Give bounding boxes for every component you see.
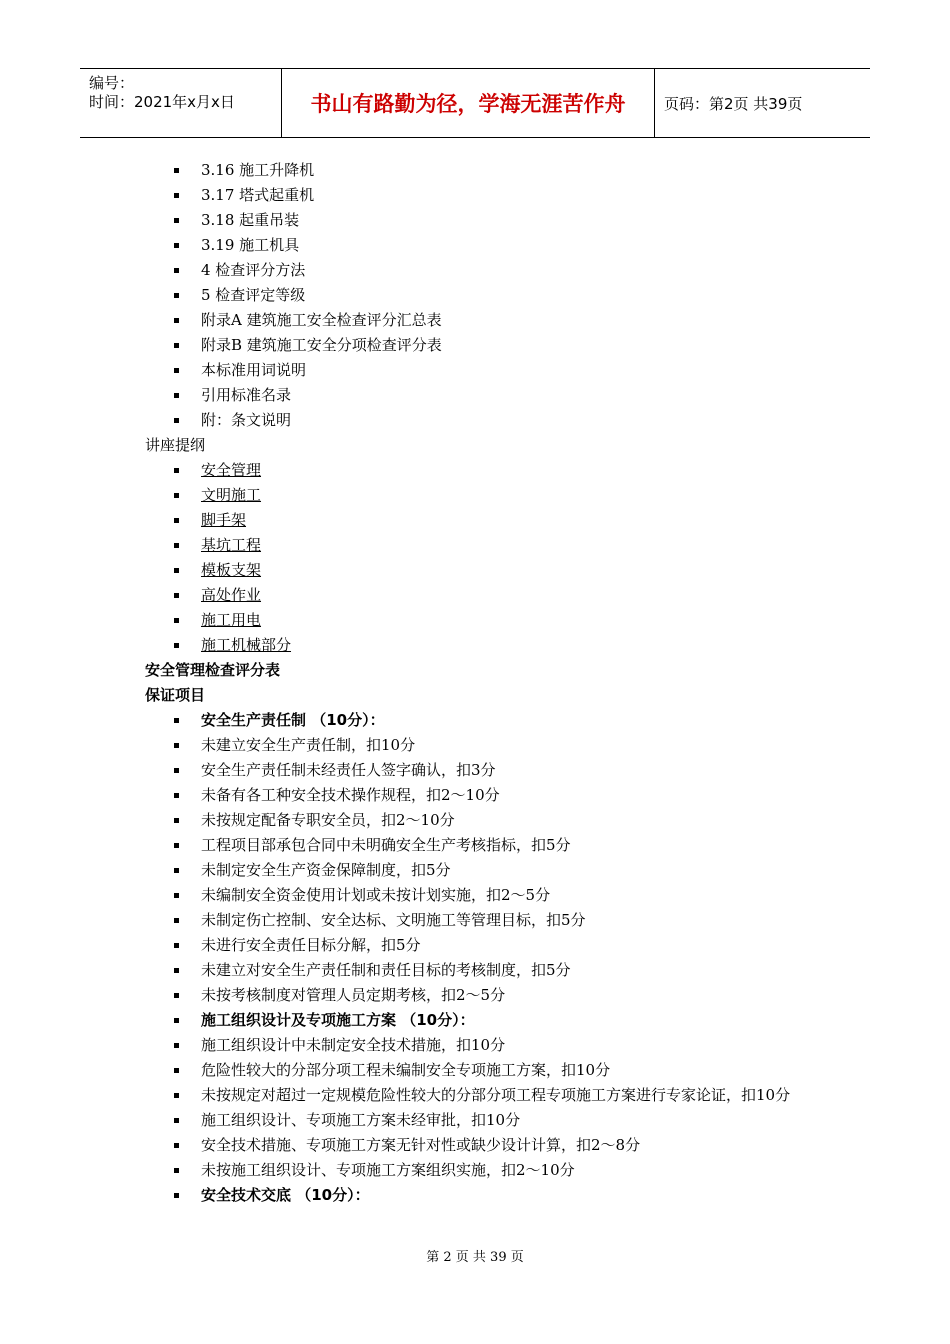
toc-item: 3.18 起重吊装 bbox=[145, 208, 825, 233]
outline-list-item bbox=[145, 508, 825, 533]
header-motto: 书山有路勤为径，学海无涯苦作舟 bbox=[282, 69, 655, 137]
outline-link-construction-electricity[interactable]: 施工用电 bbox=[201, 611, 262, 629]
number-label: 编号： bbox=[89, 74, 135, 92]
header-meta-cell bbox=[80, 69, 282, 137]
toc-item: 3.16 施工升降机 bbox=[145, 158, 825, 183]
outline-link-scaffolding[interactable]: 脚手架 bbox=[201, 511, 247, 529]
outline-list-item bbox=[145, 608, 825, 633]
time-label: 时间：2021年x月x日 bbox=[89, 93, 235, 111]
deduction-item: 危险性较大的分部分项工程未编制安全专项施工方案，扣10分 bbox=[145, 1058, 825, 1083]
toc-item: 3.17 塔式起重机 bbox=[145, 183, 825, 208]
outline-link-formwork-support[interactable]: 模板支架 bbox=[201, 561, 262, 579]
outline-list-item bbox=[145, 483, 825, 508]
deduction-item: 施工组织设计、专项施工方案未经审批，扣10分 bbox=[145, 1108, 825, 1133]
deduction-item: 未进行安全责任目标分解，扣5分 bbox=[145, 933, 825, 958]
deduction-item: 未按规定配备专职安全员，扣2～10分 bbox=[145, 808, 825, 833]
outline-title: 讲座提纲 bbox=[145, 436, 206, 454]
deduction-item: 未按规定对超过一定规模危险性较大的分部分项工程专项施工方案进行专家论证，扣10分 bbox=[145, 1083, 801, 1108]
deduction-item: 安全技术措施、专项施工方案无针对性或缺少设计计算，扣2～8分 bbox=[145, 1133, 825, 1158]
outline-list-item bbox=[145, 583, 825, 608]
outline-list-item bbox=[145, 458, 825, 483]
outline-link-construction-machinery[interactable]: 施工机械部分 bbox=[201, 636, 292, 654]
group-heading: 施工组织设计及专项施工方案 （10分）： bbox=[145, 1008, 825, 1033]
toc-item: 4 检查评分方法 bbox=[145, 258, 825, 283]
toc-item: 附录A 建筑施工安全检查评分汇总表 bbox=[145, 308, 825, 333]
deduction-item: 未按考核制度对管理人员定期考核，扣2～5分 bbox=[145, 983, 825, 1008]
deduction-item: 工程项目部承包合同中未明确安全生产考核指标，扣5分 bbox=[145, 833, 825, 858]
deduction-item: 未制定伤亡控制、安全达标、文明施工等管理目标，扣5分 bbox=[145, 908, 825, 933]
outline-link-foundation-pit[interactable]: 基坑工程 bbox=[201, 536, 262, 554]
deduction-item: 未制定安全生产资金保障制度，扣5分 bbox=[145, 858, 825, 883]
outline-link-work-at-height[interactable]: 高处作业 bbox=[201, 586, 262, 604]
toc-item: 附录B 建筑施工安全分项检查评分表 bbox=[145, 333, 825, 358]
toc-item: 3.19 施工机具 bbox=[145, 233, 825, 258]
outline-list-item bbox=[145, 533, 825, 558]
deduction-item: 未备有各工种安全技术操作规程，扣2～10分 bbox=[145, 783, 825, 808]
deduction-item: 施工组织设计中未制定安全技术措施，扣10分 bbox=[145, 1033, 825, 1058]
outline-list-item bbox=[145, 558, 825, 583]
outline-list-item bbox=[145, 633, 825, 658]
section-title: 保证项目 bbox=[145, 686, 206, 704]
deduction-item: 未按施工组织设计、专项施工方案组织实施，扣2～10分 bbox=[145, 1158, 825, 1183]
deduction-item: 未建立安全生产责任制，扣10分 bbox=[145, 733, 825, 758]
page-footer: 第 2 页 共 39 页 bbox=[426, 1250, 524, 1265]
toc-item: 5 检查评定等级 bbox=[145, 283, 825, 308]
group-heading: 安全技术交底 （10分）： bbox=[145, 1183, 825, 1208]
group-heading: 安全生产责任制 （10分）： bbox=[145, 708, 825, 733]
page-header bbox=[80, 68, 870, 138]
outline-link-safety-management[interactable]: 安全管理 bbox=[201, 461, 262, 479]
toc-item: 附：条文说明 bbox=[145, 408, 825, 433]
deduction-item: 安全生产责任制未经责任人签字确认，扣3分 bbox=[145, 758, 825, 783]
deduction-item: 未建立对安全生产责任制和责任目标的考核制度，扣5分 bbox=[145, 958, 825, 983]
toc-item: 引用标准名录 bbox=[145, 383, 825, 408]
header-page-info: 页码：第2页 共39页 bbox=[664, 94, 803, 113]
document-body bbox=[145, 158, 825, 1208]
table-title: 安全管理检查评分表 bbox=[145, 661, 281, 679]
outline-link-civilized-construction[interactable]: 文明施工 bbox=[201, 486, 262, 504]
deduction-item: 未编制安全资金使用计划或未按计划实施，扣2～5分 bbox=[145, 883, 825, 908]
toc-item: 本标准用词说明 bbox=[145, 358, 825, 383]
